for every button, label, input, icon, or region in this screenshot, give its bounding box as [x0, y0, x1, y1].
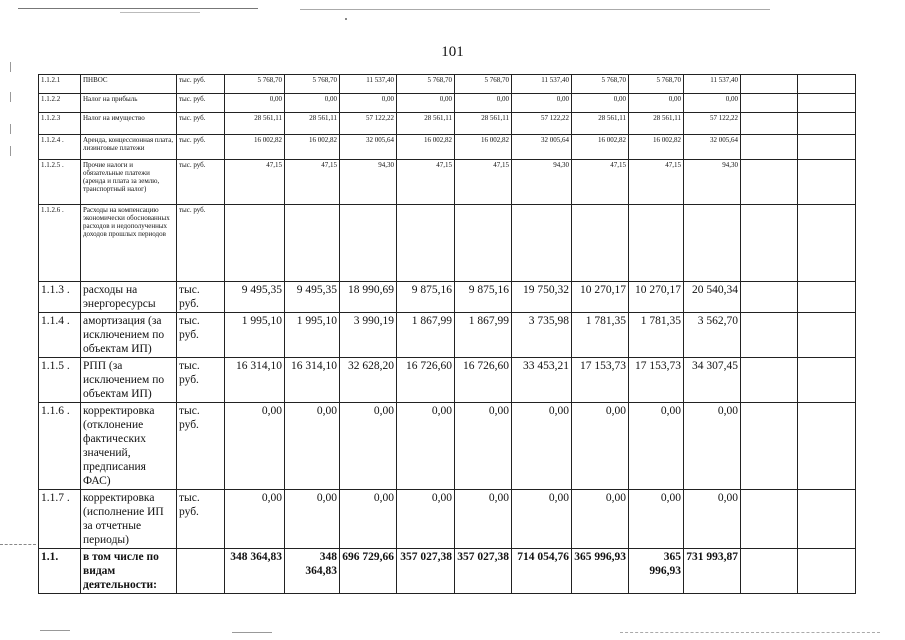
table-row [39, 403, 856, 490]
scan-artifact-bottom-line [40, 630, 70, 631]
value-cell [340, 205, 397, 282]
row-unit-cell: тыс. руб. [177, 75, 225, 94]
scan-artifact-top-line [18, 8, 258, 9]
value-cell: 47,15 [397, 160, 455, 205]
row-name-cell: Аренда, концессионная плата, лизинговые платежи [81, 135, 177, 160]
value-cell [741, 135, 798, 160]
page-number: 101 [441, 44, 464, 60]
row-unit-cell: тыс. руб. [177, 358, 225, 403]
value-cell: 17 153,73 [572, 358, 629, 403]
value-cell: 57 122,22 [340, 113, 397, 135]
value-cell: 5 768,70 [397, 75, 455, 94]
value-cell [798, 135, 856, 160]
value-cell: 94,30 [340, 160, 397, 205]
value-cell [741, 75, 798, 94]
value-cell: 32 628,20 [340, 358, 397, 403]
row-unit-cell: тыс. руб. [177, 135, 225, 160]
value-cell: 34 307,45 [684, 358, 741, 403]
value-cell [629, 205, 684, 282]
value-cell [798, 403, 856, 490]
table-row [39, 160, 856, 205]
value-cell: 16 002,82 [285, 135, 340, 160]
row-code-cell: 1.1.2.1 [39, 75, 81, 94]
value-cell: 348 364,83 [225, 549, 285, 594]
scan-artifact-top-line [300, 9, 770, 10]
row-name-cell: корректировка (отклонение фактических значений, предписания ФАС) [81, 403, 177, 490]
value-cell: 1 867,99 [397, 313, 455, 358]
value-cell: 16 314,10 [225, 358, 285, 403]
value-cell: 0,00 [629, 490, 684, 549]
value-cell: 365 996,93 [629, 549, 684, 594]
row-code-cell: 1.1. [39, 549, 81, 594]
value-cell: 16 314,10 [285, 358, 340, 403]
value-cell: 357 027,38 [455, 549, 512, 594]
value-cell [285, 205, 340, 282]
value-cell: 5 768,70 [455, 75, 512, 94]
value-cell: 357 027,38 [397, 549, 455, 594]
value-cell [572, 205, 629, 282]
value-cell: 0,00 [285, 403, 340, 490]
row-name-cell: РПП (за исключением по объектам ИП) [81, 358, 177, 403]
scan-artifact-bottom-line [232, 632, 272, 633]
value-cell: 47,15 [225, 160, 285, 205]
value-cell: 47,15 [572, 160, 629, 205]
row-name-cell: Расходы на компенсацию экономически обоснованных расходов и недополученных доходов прошлых периодов [81, 205, 177, 282]
value-cell [741, 403, 798, 490]
scan-artifact-bottom-line [620, 632, 880, 633]
value-cell: 5 768,70 [285, 75, 340, 94]
value-cell: 28 561,11 [455, 113, 512, 135]
value-cell: 0,00 [629, 94, 684, 113]
value-cell: 0,00 [225, 403, 285, 490]
row-code-cell: 1.1.2.4 . [39, 135, 81, 160]
value-cell [397, 205, 455, 282]
value-cell: 11 537,40 [684, 75, 741, 94]
value-cell: 16 726,60 [455, 358, 512, 403]
value-cell: 47,15 [285, 160, 340, 205]
value-cell: 5 768,70 [225, 75, 285, 94]
value-cell: 28 561,11 [572, 113, 629, 135]
value-cell [798, 75, 856, 94]
row-unit-cell: тыс. руб. [177, 113, 225, 135]
value-cell [798, 490, 856, 549]
value-cell: 16 726,60 [397, 358, 455, 403]
row-name-cell: в том числе по видам деятельности: [81, 549, 177, 594]
value-cell [741, 490, 798, 549]
value-cell: 0,00 [572, 490, 629, 549]
value-cell: 28 561,11 [397, 113, 455, 135]
row-code-cell: 1.1.3 . [39, 282, 81, 313]
value-cell: 0,00 [572, 403, 629, 490]
value-cell: 1 867,99 [455, 313, 512, 358]
value-cell: 16 002,82 [455, 135, 512, 160]
scan-artifact-margin-mark [10, 146, 11, 156]
value-cell [225, 205, 285, 282]
row-unit-cell: тыс. руб. [177, 205, 225, 282]
table-row [39, 549, 856, 594]
row-code-cell: 1.1.2.6 . [39, 205, 81, 282]
value-cell [684, 205, 741, 282]
value-cell: 0,00 [684, 403, 741, 490]
value-cell: 696 729,66 [340, 549, 397, 594]
value-cell [741, 282, 798, 313]
row-code-cell: 1.1.4 . [39, 313, 81, 358]
value-cell: 0,00 [397, 403, 455, 490]
value-cell: 94,30 [684, 160, 741, 205]
value-cell: 365 996,93 [572, 549, 629, 594]
value-cell: 9 495,35 [285, 282, 340, 313]
value-cell [455, 205, 512, 282]
value-cell: 0,00 [572, 94, 629, 113]
value-cell: 348 364,83 [285, 549, 340, 594]
row-unit-cell: тыс. руб. [177, 94, 225, 113]
value-cell: 0,00 [455, 403, 512, 490]
table-row [39, 113, 856, 135]
value-cell: 10 270,17 [572, 282, 629, 313]
value-cell: 32 005,64 [684, 135, 741, 160]
value-cell: 0,00 [512, 94, 572, 113]
row-name-cell: амортизация (за исключением по объектам ИП) [81, 313, 177, 358]
row-code-cell: 1.1.2.3 [39, 113, 81, 135]
value-cell: 714 054,76 [512, 549, 572, 594]
row-unit-cell: тыс. руб. [177, 490, 225, 549]
table-row [39, 282, 856, 313]
value-cell: 16 002,82 [225, 135, 285, 160]
table-row [39, 490, 856, 549]
value-cell [798, 313, 856, 358]
table-row [39, 313, 856, 358]
row-code-cell: 1.1.6 . [39, 403, 81, 490]
value-cell [798, 358, 856, 403]
value-cell: 0,00 [512, 490, 572, 549]
value-cell: 5 768,70 [572, 75, 629, 94]
value-cell [798, 549, 856, 594]
value-cell: 9 875,16 [455, 282, 512, 313]
row-unit-cell: тыс. руб. [177, 282, 225, 313]
value-cell: 0,00 [225, 94, 285, 113]
value-cell: 28 561,11 [285, 113, 340, 135]
value-cell: 0,00 [340, 490, 397, 549]
value-cell: 57 122,22 [684, 113, 741, 135]
scan-artifact-margin-mark [10, 62, 11, 72]
scan-artifact-margin-mark [10, 92, 11, 102]
value-cell: 20 540,34 [684, 282, 741, 313]
row-name-cell: Налог на имущество [81, 113, 177, 135]
value-cell: 3 990,19 [340, 313, 397, 358]
value-cell [741, 549, 798, 594]
value-cell: 18 990,69 [340, 282, 397, 313]
value-cell: 47,15 [455, 160, 512, 205]
value-cell [741, 313, 798, 358]
row-code-cell: 1.1.5 . [39, 358, 81, 403]
row-code-cell: 1.1.2.5 . [39, 160, 81, 205]
value-cell: 0,00 [397, 490, 455, 549]
table-row [39, 358, 856, 403]
value-cell: 17 153,73 [629, 358, 684, 403]
table-row [39, 135, 856, 160]
row-unit-cell [177, 549, 225, 594]
row-unit-cell: тыс. руб. [177, 313, 225, 358]
value-cell [741, 113, 798, 135]
table-row [39, 94, 856, 113]
value-cell: 19 750,32 [512, 282, 572, 313]
value-cell [741, 205, 798, 282]
value-cell [798, 94, 856, 113]
value-cell: 0,00 [285, 490, 340, 549]
row-name-cell: Прочие налоги и обязательные платежи (аренда и плата за землю, транспортный налог) [81, 160, 177, 205]
value-cell: 28 561,11 [629, 113, 684, 135]
value-cell [512, 205, 572, 282]
value-cell: 9 875,16 [397, 282, 455, 313]
value-cell: 0,00 [225, 490, 285, 549]
table-row [39, 75, 856, 94]
value-cell: 16 002,82 [629, 135, 684, 160]
value-cell: 3 735,98 [512, 313, 572, 358]
row-unit-cell: тыс. руб. [177, 160, 225, 205]
value-cell: 32 005,64 [512, 135, 572, 160]
scan-artifact-margin-mark [10, 124, 11, 134]
value-cell: 0,00 [455, 94, 512, 113]
value-cell: 9 495,35 [225, 282, 285, 313]
value-cell: 0,00 [629, 403, 684, 490]
value-cell: 5 768,70 [629, 75, 684, 94]
value-cell: 1 995,10 [285, 313, 340, 358]
value-cell [798, 113, 856, 135]
value-cell: 16 002,82 [397, 135, 455, 160]
value-cell: 0,00 [684, 94, 741, 113]
value-cell: 1 995,10 [225, 313, 285, 358]
value-cell: 731 993,87 [684, 549, 741, 594]
value-cell: 0,00 [512, 403, 572, 490]
value-cell: 0,00 [455, 490, 512, 549]
value-cell: 0,00 [340, 403, 397, 490]
value-cell: 0,00 [285, 94, 340, 113]
value-cell: 0,00 [340, 94, 397, 113]
value-cell: 33 453,21 [512, 358, 572, 403]
value-cell: 0,00 [397, 94, 455, 113]
value-cell: 3 562,70 [684, 313, 741, 358]
table-row [39, 205, 856, 282]
value-cell: 0,00 [684, 490, 741, 549]
value-cell: 16 002,82 [572, 135, 629, 160]
value-cell [741, 94, 798, 113]
value-cell [798, 282, 856, 313]
value-cell [798, 205, 856, 282]
row-unit-cell: тыс. руб. [177, 403, 225, 490]
value-cell: 32 005,64 [340, 135, 397, 160]
value-cell: 11 537,40 [512, 75, 572, 94]
value-cell: 47,15 [629, 160, 684, 205]
row-name-cell: корректировка (исполнение ИП за отчетные периоды) [81, 490, 177, 549]
scan-artifact-dot [345, 18, 347, 20]
row-code-cell: 1.1.7 . [39, 490, 81, 549]
value-cell: 94,30 [512, 160, 572, 205]
value-cell: 57 122,22 [512, 113, 572, 135]
row-name-cell: ПНВОС [81, 75, 177, 94]
value-cell [741, 358, 798, 403]
scan-artifact-bottom-line [0, 544, 36, 545]
value-cell: 28 561,11 [225, 113, 285, 135]
value-cell [798, 160, 856, 205]
row-code-cell: 1.1.2.2 [39, 94, 81, 113]
value-cell [741, 160, 798, 205]
value-cell: 10 270,17 [629, 282, 684, 313]
data-table [38, 74, 856, 594]
value-cell: 11 537,40 [340, 75, 397, 94]
value-cell: 1 781,35 [629, 313, 684, 358]
row-name-cell: расходы на энергоресурсы [81, 282, 177, 313]
value-cell: 1 781,35 [572, 313, 629, 358]
scan-artifact-top-line [120, 12, 200, 13]
row-name-cell: Налог на прибыль [81, 94, 177, 113]
